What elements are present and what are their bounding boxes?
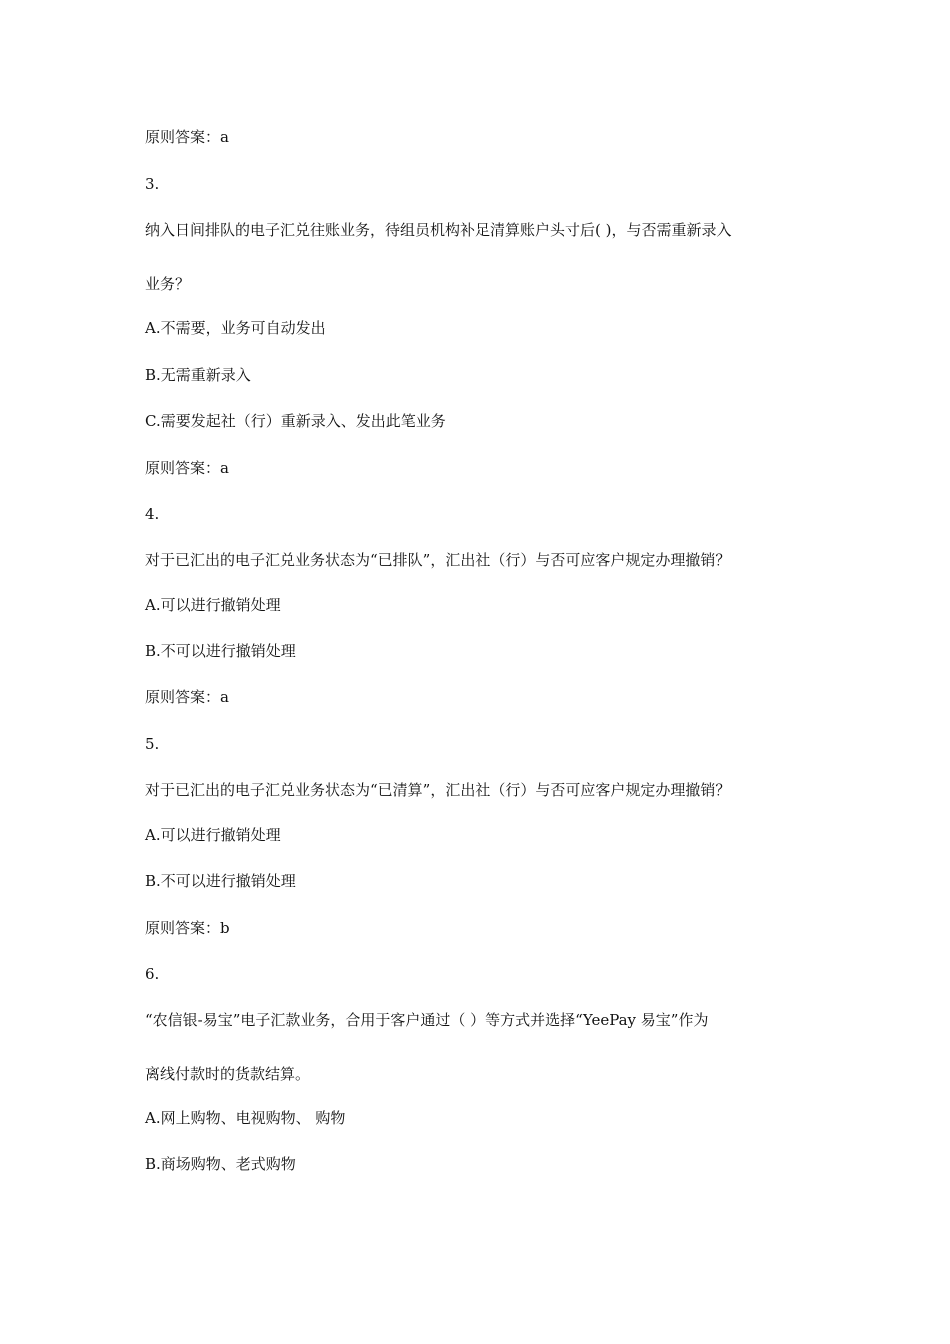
question-number: 6. — [145, 965, 160, 983]
option-b: B.商场购物、老式购物 — [145, 1155, 296, 1173]
option-a: A.网上购物、电视购物、 购物 — [145, 1109, 346, 1127]
option-a: A.不需要，业务可自动发出 — [145, 319, 326, 337]
question-number: 4. — [145, 505, 160, 523]
question-number: 3. — [145, 175, 160, 193]
question-text: 对于已汇出的电子汇兑业务状态为“已清算”，汇出社（行）与否可应客户规定办理撤销？ — [145, 781, 731, 799]
question-text-continued: 离线付款时的货款结算。 — [145, 1065, 311, 1083]
answer-line: 原则答案：b — [145, 919, 230, 937]
question-text: 对于已汇出的电子汇兑业务状态为“已排队”，汇出社（行）与否可应客户规定办理撤销？ — [145, 551, 731, 569]
question-text-continued: 业务？ — [145, 275, 191, 293]
answer-line: 原则答案：a — [145, 688, 229, 706]
option-a: A.可以进行撤销处理 — [145, 596, 281, 614]
option-a: A.可以进行撤销处理 — [145, 826, 281, 844]
question-number: 5. — [145, 735, 160, 753]
answer-line: 原则答案：a — [145, 128, 229, 146]
option-b: B.不可以进行撤销处理 — [145, 642, 296, 660]
option-b: B.无需重新录入 — [145, 366, 251, 384]
option-c: C.需要发起社（行）重新录入、发出此笔业务 — [145, 412, 446, 430]
question-text: “农信银-易宝”电子汇款业务，合用于客户通过（ ）等方式并选择“YeePay 易宝”作为 — [145, 1011, 709, 1029]
option-b: B.不可以进行撤销处理 — [145, 872, 296, 890]
question-text: 纳入日间排队的电子汇兑往账业务，待组员机构补足清算账户头寸后( )，与否需重新录入 — [145, 221, 732, 239]
answer-line: 原则答案：a — [145, 459, 229, 477]
